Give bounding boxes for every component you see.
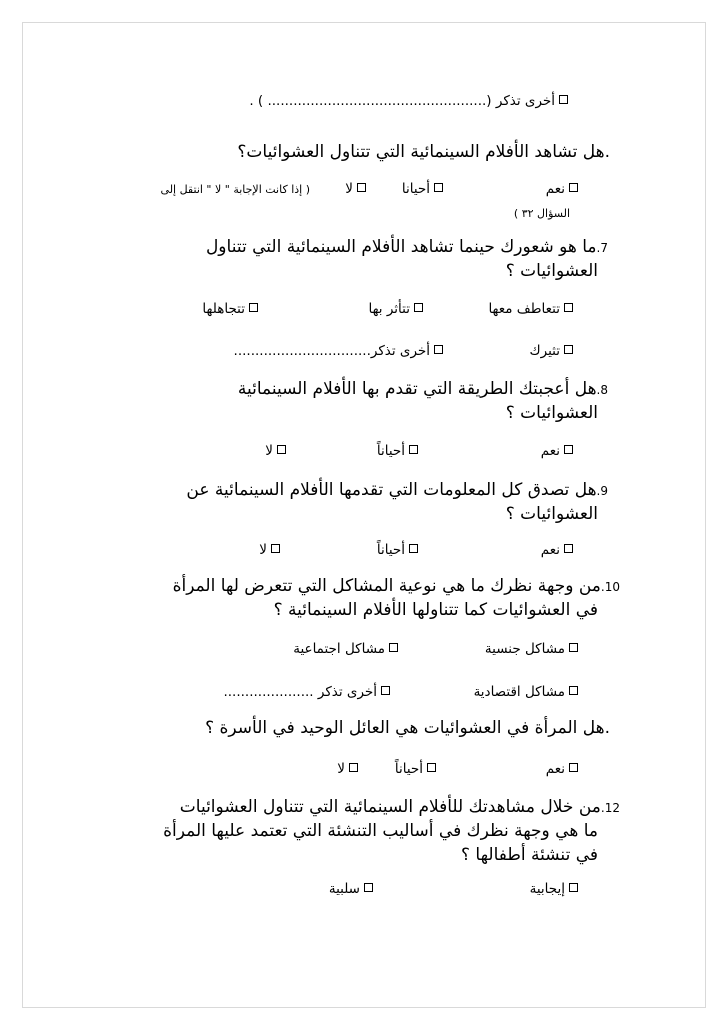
q7-line2: العشوائيات ؟ [505, 261, 598, 281]
q12-line2: ما هي وجهة نظرك في أساليب التنشئة التي تعتمد عليها المرأة [163, 821, 598, 841]
q7-option-excites[interactable] [530, 342, 573, 360]
checkbox-icon[interactable] [564, 544, 573, 553]
q8-option-no[interactable] [265, 442, 286, 460]
q10-option-other[interactable] [223, 683, 390, 701]
q9-line2: العشوائيات ؟ [505, 504, 598, 524]
option-label: تتعاطف معها [488, 301, 560, 317]
q7-option-ignore[interactable] [202, 300, 258, 318]
checkbox-icon[interactable] [564, 303, 573, 312]
checkbox-icon[interactable] [427, 763, 436, 772]
q7-option-other[interactable] [234, 342, 443, 360]
option-label: أخرى تذكر ..................... [223, 684, 377, 700]
q12-option-positive[interactable] [530, 880, 578, 898]
checkbox-icon[interactable] [364, 883, 373, 892]
q10-line1: من وجهة نظرك ما هي نوعية المشاكل التي تتعرض لها المرأة [172, 576, 601, 596]
checkbox-icon[interactable] [381, 686, 390, 695]
option-label: نعم [545, 761, 565, 777]
q6-option-yes[interactable] [546, 180, 578, 198]
q8-option-yes[interactable] [541, 442, 573, 460]
option-label: أخرى تذكر................................ [233, 343, 430, 359]
q6-skip-note-cont: السؤال ٣٢ ) [513, 207, 570, 220]
q6-option-no[interactable] [345, 180, 366, 198]
checkbox-icon[interactable] [569, 763, 578, 772]
q8-option-sometimes[interactable] [377, 442, 418, 460]
questionnaire-page [22, 22, 706, 1008]
q7-line1: ما هو شعورك حينما تشاهد الأفلام السينمائية التي تتناول [205, 237, 597, 257]
q11-question: .هل المرأة في العشوائيات هي العائل الوحيد في الأسرة ؟ [205, 718, 610, 738]
option-label: تثيرك [529, 343, 560, 359]
checkbox-icon[interactable] [569, 643, 578, 652]
option-label: أحياناً [376, 443, 405, 459]
option-label: لا [345, 181, 353, 197]
q10-option-sexual[interactable] [485, 640, 578, 658]
q7-option-affected[interactable] [368, 300, 423, 318]
q11-option-no[interactable] [337, 760, 358, 778]
option-label: مشاكل اقتصادية [473, 684, 565, 700]
q8-question [238, 377, 608, 402]
q11-option-sometimes[interactable] [395, 760, 436, 778]
option-label: سلبية [328, 881, 360, 897]
checkbox-icon[interactable] [409, 445, 418, 454]
option-label: أحياناً [394, 761, 423, 777]
q12-question [180, 795, 620, 820]
checkbox-icon[interactable] [271, 544, 280, 553]
checkbox-icon[interactable] [569, 686, 578, 695]
q5-other-label: أخرى تذكر (................................................... ) . [249, 93, 555, 109]
q7-option-sympathize[interactable] [488, 300, 573, 318]
checkbox-icon[interactable] [414, 303, 423, 312]
q6-option-sometimes[interactable] [402, 180, 443, 198]
option-label: لا [259, 542, 267, 558]
checkbox-icon[interactable] [277, 445, 286, 454]
checkbox-icon[interactable] [569, 883, 578, 892]
checkbox-icon[interactable] [569, 183, 578, 192]
question-number: 9. [596, 484, 608, 498]
q10-line2: في العشوائيات كما تتناولها الأفلام السينمائية ؟ [273, 600, 598, 620]
checkbox-icon[interactable] [564, 345, 573, 354]
checkbox-icon[interactable] [434, 183, 443, 192]
option-label: لا [265, 443, 273, 459]
option-label: تتأثر بها [368, 301, 410, 317]
option-label: نعم [540, 542, 560, 558]
q9-question [186, 478, 608, 503]
q6-question: .هل تشاهد الأفلام السينمائية التي تتناول العشوائيات؟ [237, 142, 610, 162]
option-label: إيجابية [529, 881, 565, 897]
q12-line3: في تنشئة أطفالها ؟ [460, 845, 598, 865]
option-label: نعم [540, 443, 560, 459]
option-label: نعم [545, 181, 565, 197]
question-number: 12. [600, 801, 620, 815]
option-label: أحيانا [401, 181, 430, 197]
option-label: مشاكل اجتماعية [293, 641, 385, 657]
q11-option-yes[interactable] [546, 760, 578, 778]
checkbox-icon[interactable] [564, 445, 573, 454]
q10-question [173, 574, 620, 599]
checkbox-icon[interactable] [357, 183, 366, 192]
q5-other-option[interactable] [249, 92, 568, 110]
question-number: 7. [596, 241, 608, 255]
q12-line1: من خلال مشاهدتك للأفلام السينمائية التي تتناول العشوائيات [179, 797, 601, 817]
option-label: تتجاهلها [202, 301, 245, 317]
checkbox-icon[interactable] [349, 763, 358, 772]
checkbox-icon[interactable] [559, 95, 568, 104]
q9-line1: هل تصدق كل المعلومات التي تقدمها الأفلام السينمائية عن [186, 480, 597, 500]
q9-option-no[interactable] [259, 541, 280, 559]
q10-option-economic[interactable] [474, 683, 578, 701]
q7-question [206, 235, 608, 260]
checkbox-icon[interactable] [249, 303, 258, 312]
checkbox-icon[interactable] [409, 544, 418, 553]
option-label: مشاكل جنسية [484, 641, 565, 657]
checkbox-icon[interactable] [389, 643, 398, 652]
question-number: 10. [600, 580, 620, 594]
q9-option-sometimes[interactable] [377, 541, 418, 559]
q8-line1: هل أعجبتك الطريقة التي تقدم بها الأفلام السينمائية [237, 379, 597, 399]
q8-line2: العشوائيات ؟ [505, 403, 598, 423]
q9-option-yes[interactable] [541, 541, 573, 559]
question-number: 8. [596, 383, 608, 397]
option-label: لا [337, 761, 345, 777]
q12-option-negative[interactable] [329, 880, 373, 898]
q6-skip-note: ( إذا كانت الإجابة " لا " انتقل إلى [160, 183, 310, 196]
checkbox-icon[interactable] [434, 345, 443, 354]
q10-option-social[interactable] [293, 640, 398, 658]
option-label: أحياناً [376, 542, 405, 558]
